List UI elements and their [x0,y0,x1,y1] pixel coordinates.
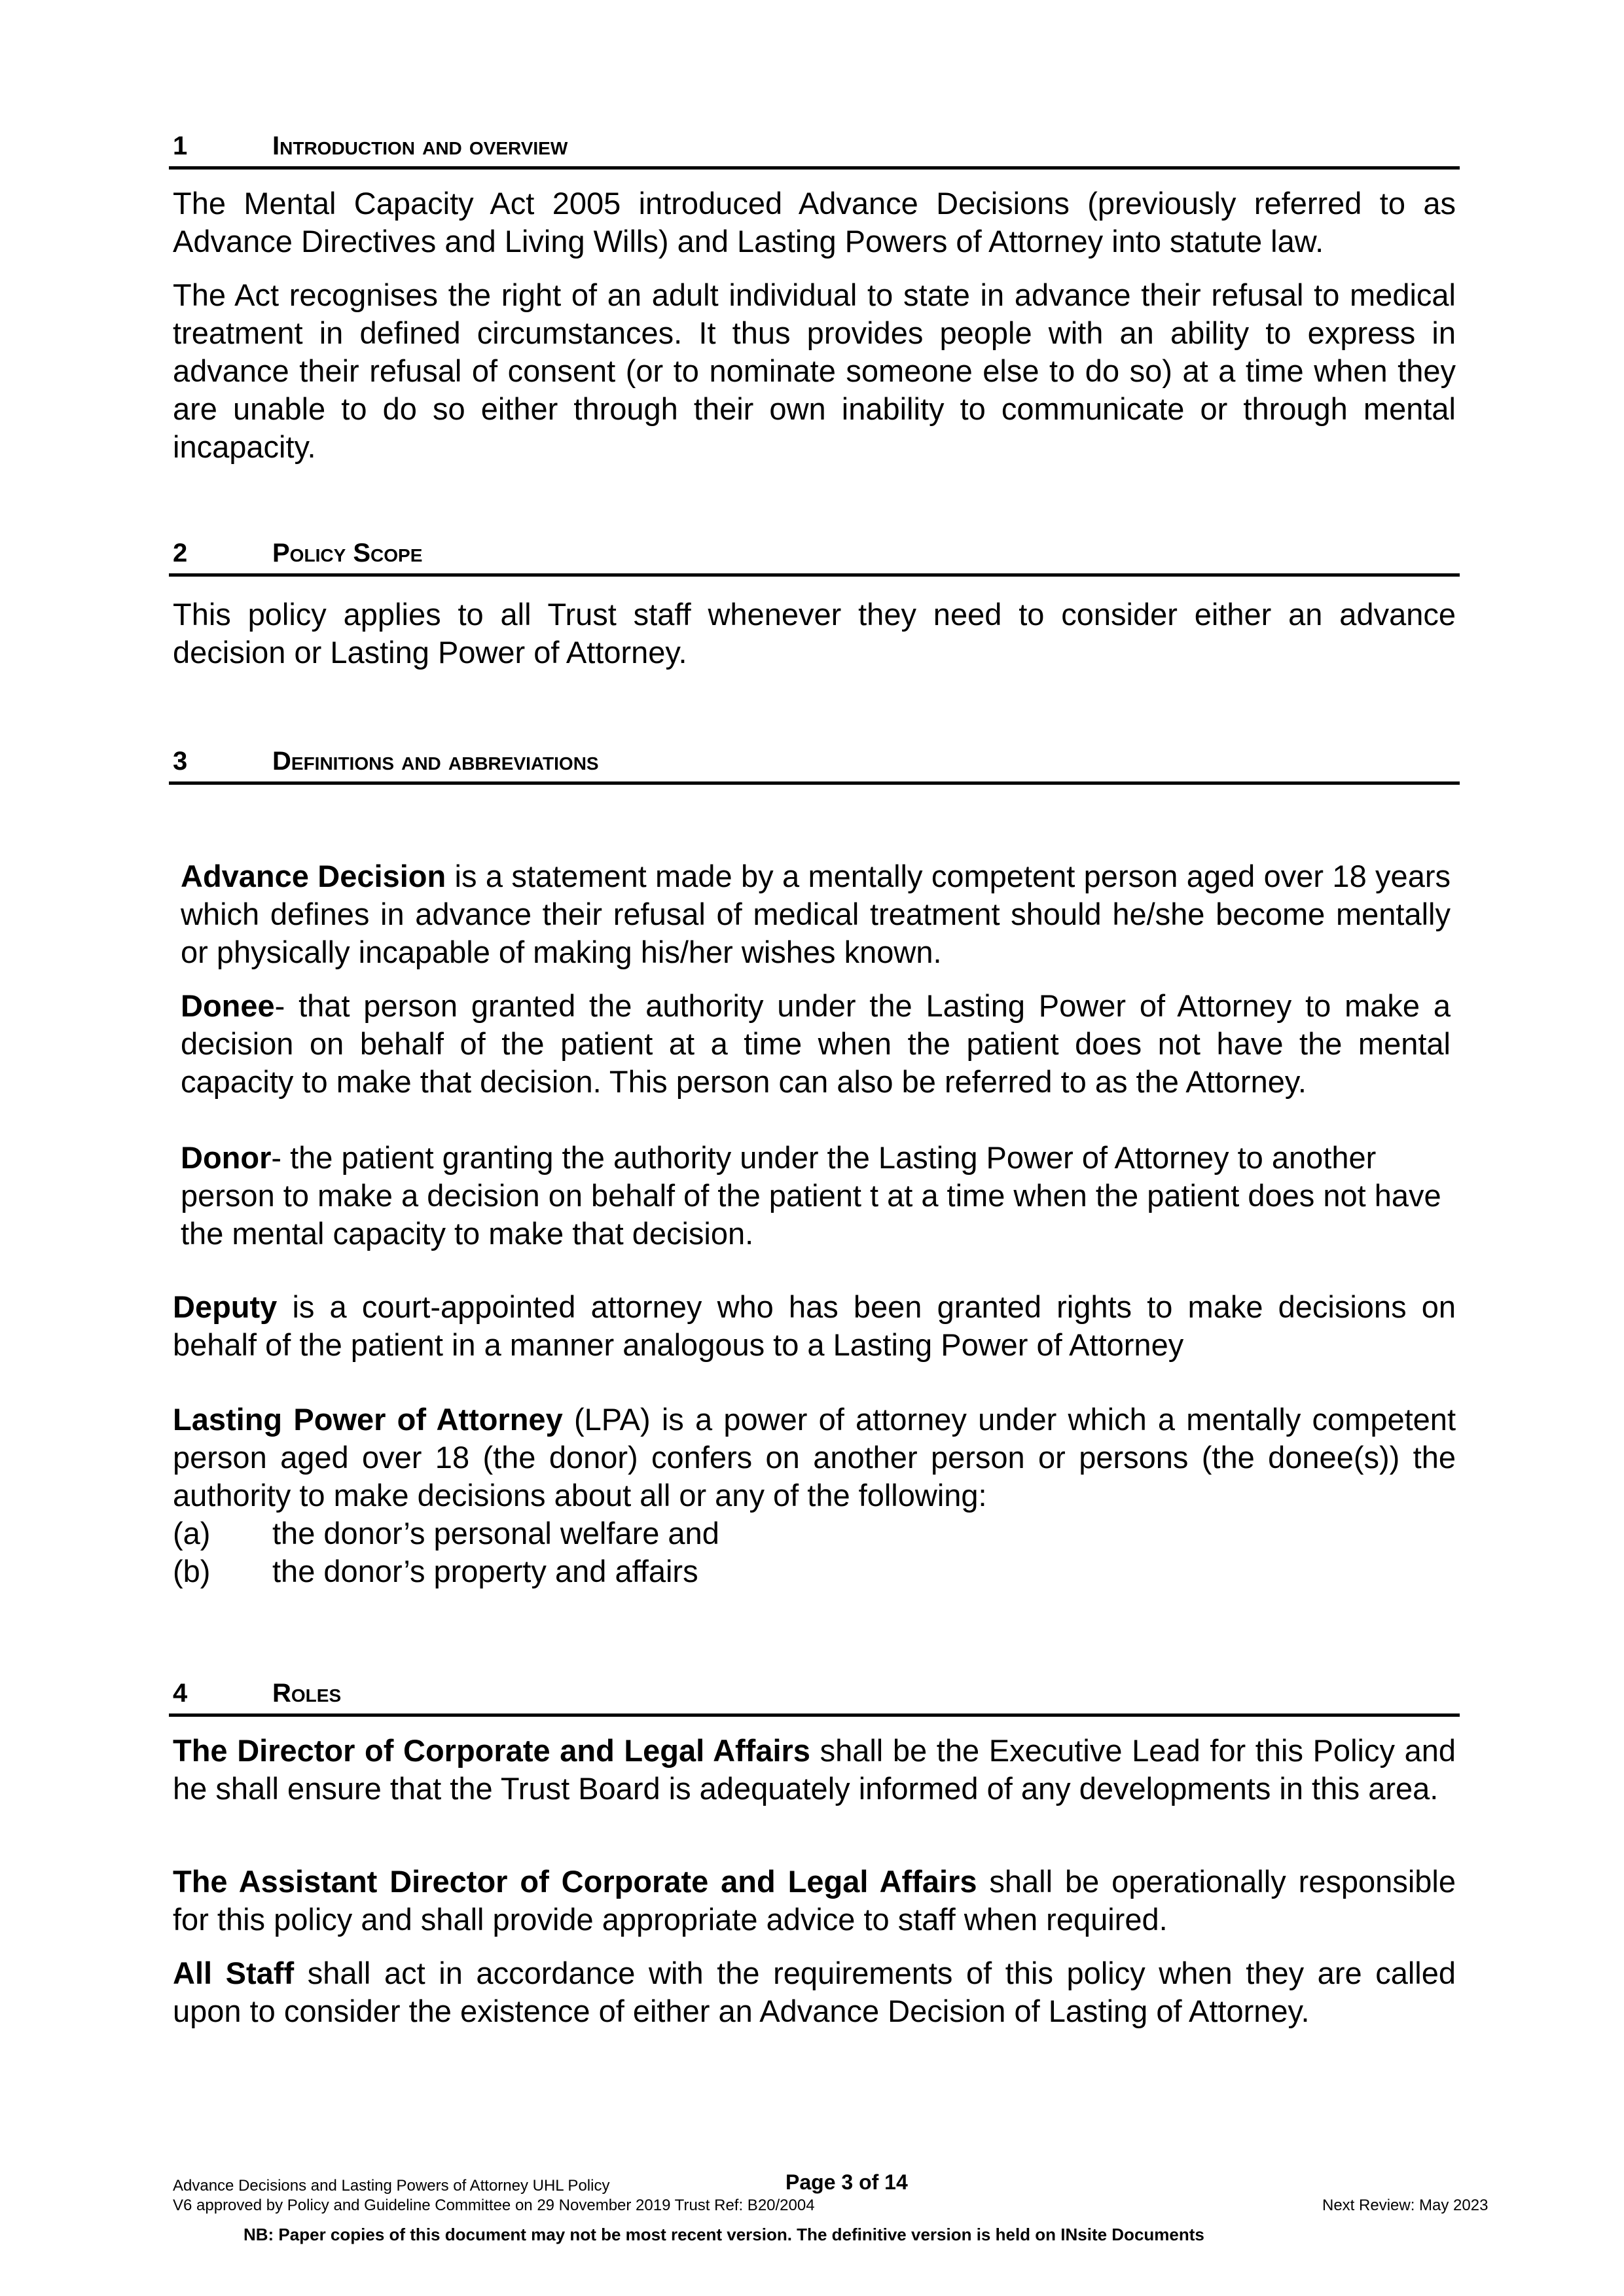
definition-deputy [173,1288,1456,1364]
list-item-text: the donor’s personal welfare and [272,1516,719,1551]
section-title: Introduction and overview [272,132,568,160]
definition-advance-decision [181,857,1451,971]
footer-approval: V6 approved by Policy and Guideline Committee on 29 November 2019 Trust Ref: B20/2004 [173,2197,815,2214]
footer-page-number: Page 3 of 14 [785,2170,908,2194]
role-all-staff [173,1954,1456,2030]
list-item-label: (a) [173,1516,211,1551]
intro-paragraph-2: The Act recognises the right of an adult individual to state in advance their refusal to medical treatment in defined circumstances. It thus provides people with an ability to express in advance their refusal of consent (or to nominate someone else to do so) at a time when they are unable to do so either through their own inability to communicate or through mental incapacity. [173,278,1456,464]
role-term: The Assistant Director of Corporate and Legal Affairs [173,1864,977,1899]
section-title: Definitions and abbreviations [272,747,599,776]
definition-text: - that person granted the authority under the Lasting Power of Attorney to make a decision on behalf of the patient at a time when the patient does not have the mental capacity to make that decision. This person can also be referred to as the Attorney. [181,988,1451,1099]
definition-text: (LPA) is a power of attorney under which a mentally competent person aged over 18 (the donor) confers on another person or persons (the donee(s)) the authority to make decisions about all or any of the following: [173,1402,1456,1513]
section-number: 4 [173,1679,188,1708]
footer-next-review: Next Review: May 2023 [1322,2197,1489,2214]
definition-text: is a court-appointed attorney who has been granted rights to make decisions on behalf of the patient in a manner analogous to a Lasting Power of Attorney [173,1289,1456,1362]
role-term: The Director of Corporate and Legal Affairs [173,1733,810,1768]
definition-term: Advance Decision [181,859,446,893]
role-term: All Staff [173,1956,295,1990]
role-assistant-director [173,1863,1456,1939]
definition-term: Donor [181,1140,272,1175]
role-text: shall act in accordance with the requirements of this policy when they are called upon to consider the existence of either an Advance Decision of Lasting of Attorney. [173,1956,1456,2028]
list-item-text: the donor’s property and affairs [272,1554,698,1588]
section-heading-policy-scope [169,533,1460,577]
definition-donor [181,1139,1451,1253]
section-heading-roles [169,1673,1460,1717]
section-number: 3 [173,747,188,776]
role-text: shall be the Executive Lead for this Policy and he shall ensure that the Trust Board is adequately informed of any developments in this area. [173,1733,1456,1806]
section-title: Roles [272,1679,342,1708]
section-heading-definitions [169,741,1460,785]
definition-lpa [173,1401,1456,1515]
section-number: 1 [173,132,188,160]
role-text: shall be operationally responsible for this policy and shall provide appropriate advice to staff when required. [173,1864,1456,1937]
definition-term: Lasting Power of Attorney [173,1402,563,1437]
footer-nb-notice: NB: Paper copies of this document may not be most recent version. The definitive version is held on INsite Documents [244,2225,1204,2244]
section-number: 2 [173,539,188,567]
definition-donee [181,987,1451,1101]
scope-paragraph: This policy applies to all Trust staff whenever they need to consider either an advance decision or Lasting Power of Attorney. [173,597,1456,670]
list-item-label: (b) [173,1554,211,1588]
definition-term: Deputy [173,1289,278,1324]
definition-text: - the patient granting the authority under the Lasting Power of Attorney to another person to make a decision on behalf of the patient t at a time when the patient does not have the mental capacity to make that decision. [181,1140,1441,1251]
definition-text: is a statement made by a mentally competent person aged over 18 years which defines in advance their refusal of medical treatment should he/she become mentally or physically incapable of making his/her wishes known. [181,859,1451,969]
section-heading-introduction [169,126,1460,170]
intro-paragraph-1: The Mental Capacity Act 2005 introduced Advance Decisions (previously referred to as Advance Directives and Living Wills) and Lasting Powers of Attorney into statute law. [173,186,1456,259]
role-director [173,1732,1456,1808]
footer-document-title: Advance Decisions and Lasting Powers of Attorney UHL Policy [173,2177,610,2195]
definition-term: Donee [181,988,275,1023]
section-title: Policy Scope [272,539,423,567]
